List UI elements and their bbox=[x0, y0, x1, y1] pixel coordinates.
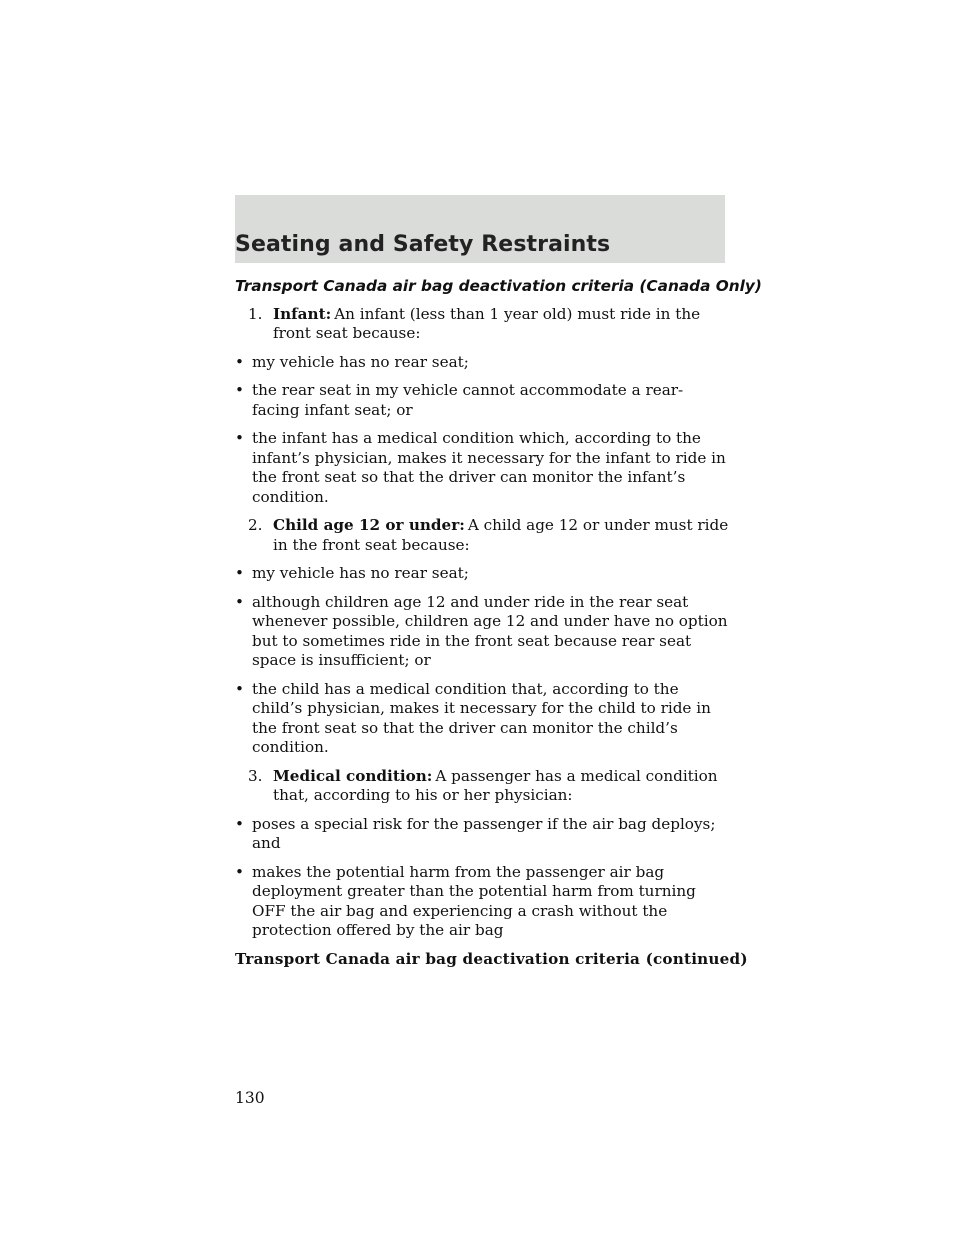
bullet-icon: • bbox=[235, 429, 244, 447]
bullet-icon: • bbox=[235, 564, 244, 582]
bullet-text: the rear seat in my vehicle cannot accommodate a rear-facing infant seat; or bbox=[252, 381, 684, 419]
list-item bbox=[235, 429, 730, 507]
item-label: Child age 12 or under: bbox=[273, 516, 465, 534]
bullet-text: the child has a medical condition that, according to the child’s physician, makes it necessary for the child to ride in the front seat so that the driver can monitor the child’s condition. bbox=[252, 679, 711, 756]
list-item bbox=[235, 815, 730, 854]
item-number: 1. bbox=[248, 304, 263, 323]
bullet-icon: • bbox=[235, 862, 244, 881]
list-item bbox=[235, 381, 730, 420]
bullet-text: the infant has a medical condition which, according to the infant’s physician, makes it necessary for the infant to ride in the front seat so that the driver can monitor the infant’s condition. bbox=[252, 429, 726, 506]
criteria-item-medical bbox=[235, 767, 730, 806]
bullet-icon: • bbox=[235, 814, 244, 833]
item-label: Medical condition: bbox=[273, 766, 433, 785]
section-title: Seating and Safety Restraints bbox=[235, 232, 611, 257]
bullet-icon: • bbox=[235, 592, 244, 611]
bullet-text: poses a special risk for the passenger if the air bag deploys; and bbox=[252, 814, 716, 852]
bullet-text: makes the potential harm from the passenger air bag deployment greater than the potential harm from turning OFF the air bag and experiencing a crash without the protection offered by the air bag bbox=[252, 862, 696, 939]
main-content bbox=[235, 277, 762, 969]
bullet-text: my vehicle has no rear seat; bbox=[252, 352, 469, 371]
criteria-heading: Transport Canada air bag deactivation criteria (Canada Only) bbox=[235, 277, 762, 295]
item-number: 2. bbox=[248, 516, 263, 534]
item-text: A child age 12 or under must ride in the front seat because: bbox=[273, 516, 729, 554]
bullet-text: although children age 12 and under ride in the rear seat whenever possible, children age 12 and under have no option but to sometimes ride in the front seat because rear seat space is insufficient; or bbox=[252, 592, 728, 669]
list-item bbox=[235, 863, 730, 941]
bullet-icon: • bbox=[235, 352, 244, 371]
continued-caption: Transport Canada air bag deactivation criteria (continued) bbox=[235, 949, 748, 968]
page-number: 130 bbox=[235, 1089, 265, 1107]
item-label: Infant: bbox=[273, 304, 332, 323]
item-number: 3. bbox=[248, 766, 263, 785]
bullet-icon: • bbox=[235, 381, 244, 399]
list-item bbox=[235, 680, 730, 758]
criteria-item-infant bbox=[235, 305, 730, 344]
item-text: An infant (less than 1 year old) must ride in the front seat because: bbox=[273, 304, 701, 342]
list-item bbox=[235, 593, 730, 671]
item-text: A passenger has a medical condition that, according to his or her physician: bbox=[273, 766, 718, 804]
list-item bbox=[235, 564, 730, 584]
bullet-icon: • bbox=[235, 679, 244, 698]
list-item bbox=[235, 353, 730, 373]
criteria-item-child bbox=[235, 516, 730, 555]
bullet-text: my vehicle has no rear seat; bbox=[252, 564, 469, 582]
